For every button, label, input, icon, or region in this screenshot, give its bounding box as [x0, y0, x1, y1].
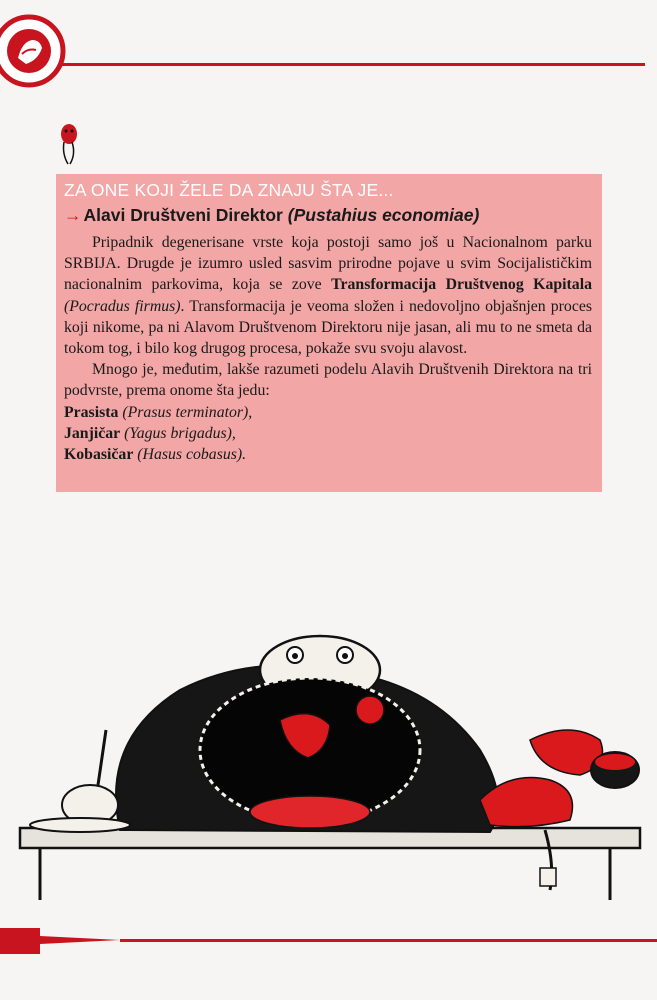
top-red-rule: [60, 62, 645, 67]
box-body: [64, 232, 592, 465]
list-item: Kobasičar (Hasus cobasus).: [64, 446, 247, 464]
page-number: 30: [4, 930, 25, 950]
list-item: Prasista (Prasus terminator),: [64, 403, 253, 421]
arrow-right-icon: →: [64, 205, 82, 225]
box-subheading: → Alavi Društveni Direktor (Pustahius economiae): [64, 205, 480, 225]
national-park-logo: [0, 14, 66, 88]
list-item: Janjičar (Yagus brigadus),: [64, 424, 236, 442]
small-pig-figure: [58, 118, 80, 166]
glutton-director-cartoon: [10, 600, 650, 920]
box-heading: ZA ONE KOJI ŽELE DA ZNAJU ŠTA JE...: [64, 180, 394, 200]
paragraph-2: Mnogo je, međutim, lakše razumeti podelu Alavih Društvenih Direktora na tri podvrste, prema onome šta jedu:: [64, 361, 592, 400]
paragraph-1: Pripadnik degenerisane vrste koja postoji samo još u Nacionalnom parku SRBIJA. Drugde je izumro usled sasvim prirodne pojave u svim Socijalističkim nacionalnim parkovima, koja se zove Transformacija Društvenog Kapitala (Pocradus firmus). Transformacija je veoma složen i nedovoljno objašnjen proces koji nikome, pa ni Alavom Društvenom Direktoru nije jasan, ali mu to ne smeta da tokom tog, i bilo kog drugog procesa, pokaže svu svoju alavost.: [64, 234, 592, 358]
info-box: [56, 174, 602, 492]
bottom-red-rule: [0, 926, 657, 956]
